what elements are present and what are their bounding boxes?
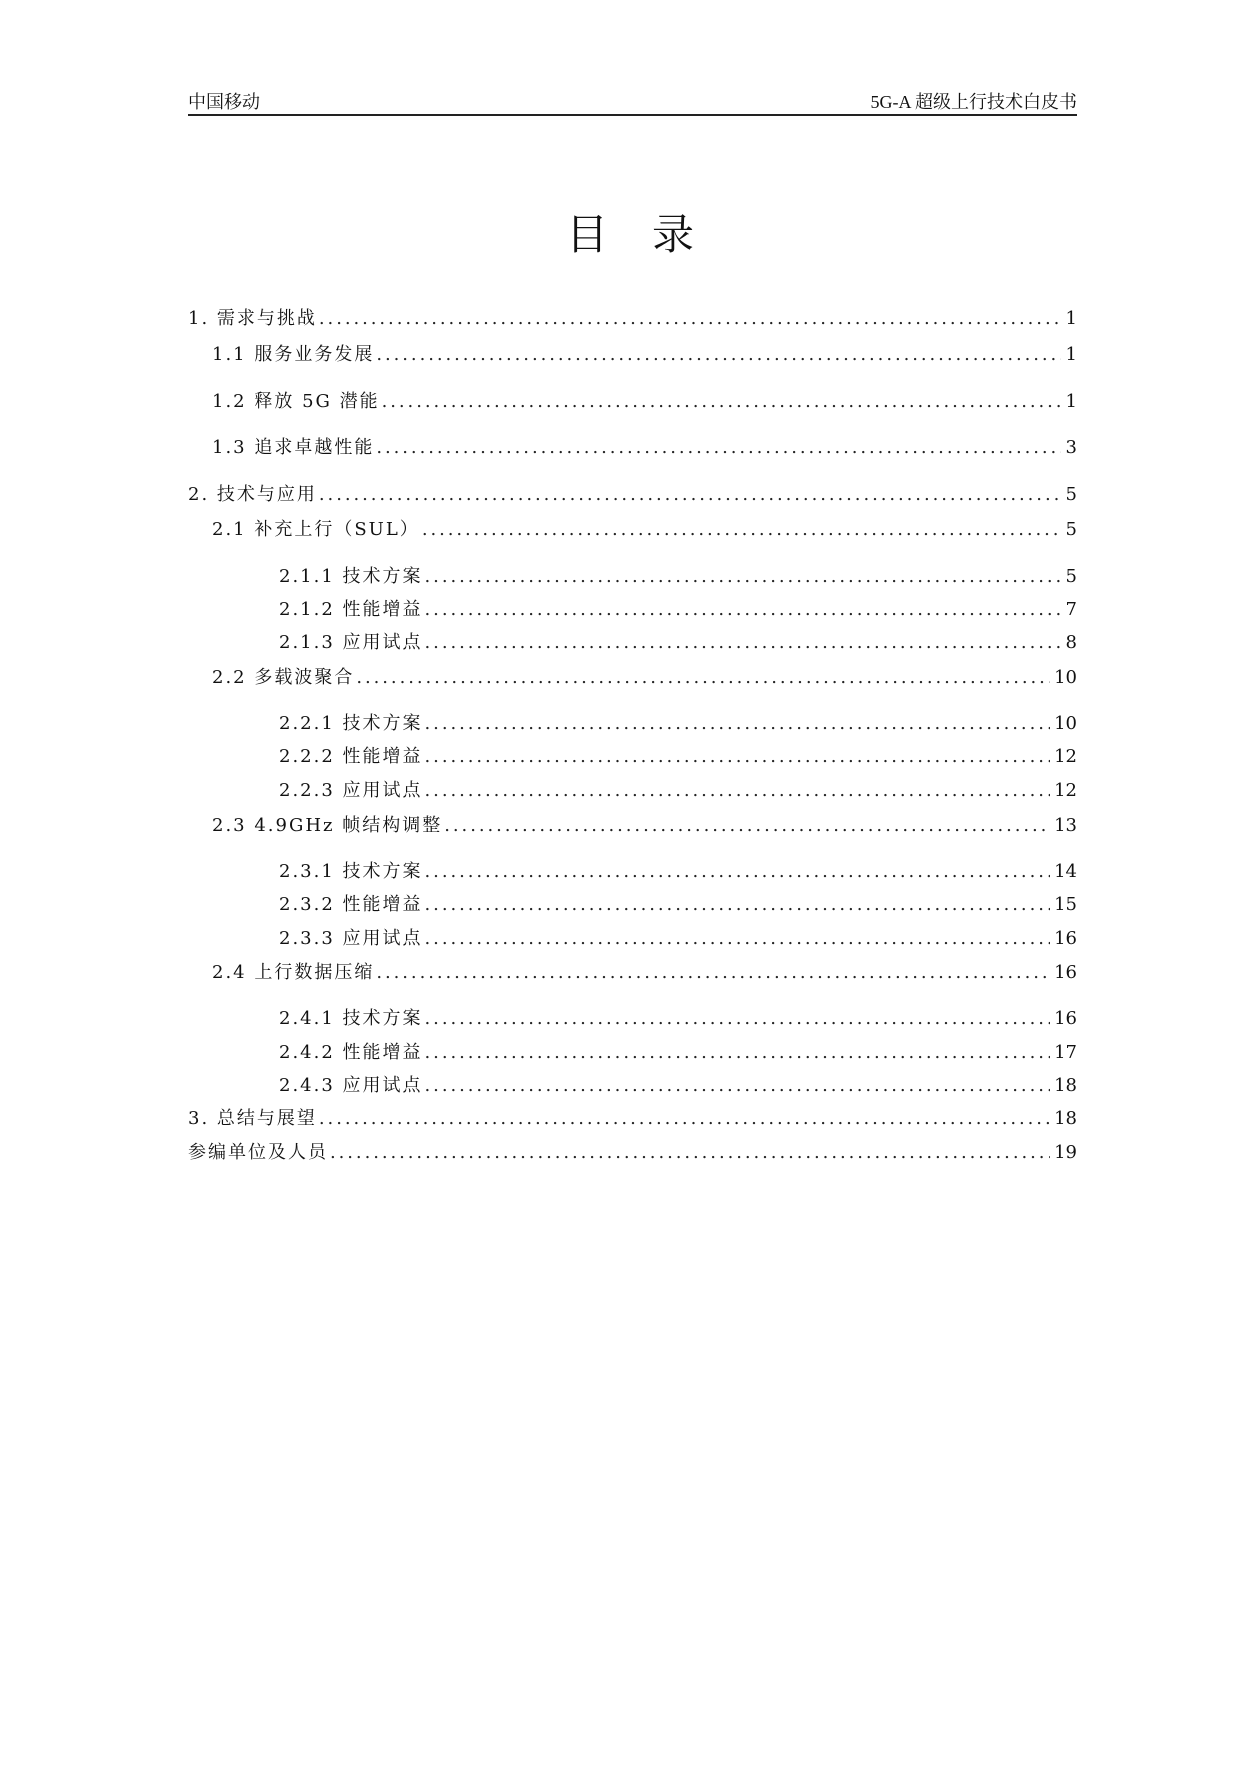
toc-entry-label: 2.2 多载波聚合 — [212, 667, 355, 688]
toc-entry-page: 10 — [1054, 667, 1077, 688]
toc-entry-label: 2.2.2 性能增益 — [279, 746, 423, 767]
toc-entry-page: 12 — [1054, 780, 1077, 801]
toc-entry-page: 13 — [1054, 815, 1077, 836]
toc-entry[interactable] — [212, 391, 1077, 413]
toc-entry[interactable] — [279, 861, 1077, 883]
toc-leader-dots — [319, 1108, 1050, 1130]
toc-leader-dots — [425, 713, 1051, 735]
toc-entry-page: 10 — [1054, 713, 1077, 734]
toc-entry-page: 16 — [1054, 962, 1077, 983]
toc-entry[interactable] — [279, 632, 1077, 654]
toc-leader-dots — [319, 308, 1061, 330]
toc-leader-dots — [425, 894, 1051, 916]
toc-entry-label: 参编单位及人员 — [188, 1142, 328, 1163]
toc-entry-page: 1 — [1065, 344, 1077, 365]
toc-entry[interactable] — [279, 746, 1077, 768]
toc-leader-dots — [356, 667, 1050, 689]
toc-entry-label: 2.1.3 应用试点 — [279, 632, 423, 653]
toc-entry-label: 2.3 4.9GHz 帧结构调整 — [212, 815, 443, 836]
toc-entry[interactable] — [279, 713, 1077, 735]
toc-entry[interactable] — [188, 1108, 1077, 1130]
toc-entry-label: 2.4 上行数据压缩 — [212, 962, 375, 983]
toc-entry[interactable] — [279, 566, 1077, 588]
toc-entry-label: 2.3.3 应用试点 — [279, 928, 423, 949]
toc-entry-label: 1.1 服务业务发展 — [212, 344, 375, 365]
toc-leader-dots — [376, 962, 1050, 984]
toc-entry[interactable] — [279, 599, 1077, 621]
toc-leader-dots — [425, 861, 1051, 883]
toc-entry[interactable] — [279, 928, 1077, 950]
toc-entry-page: 5 — [1065, 519, 1077, 540]
header-document-title: 5G-A 超级上行技术白皮书 — [870, 92, 1077, 112]
toc-entry-page: 1 — [1065, 391, 1077, 412]
toc-leader-dots — [319, 484, 1061, 506]
toc-leader-dots — [425, 1008, 1051, 1030]
header-organization: 中国移动 — [188, 92, 260, 112]
toc-entry-page: 8 — [1065, 632, 1077, 653]
toc-entry-page: 14 — [1054, 861, 1077, 882]
toc-entry-page: 18 — [1054, 1075, 1077, 1096]
toc-entry-page: 12 — [1054, 746, 1077, 767]
toc-leader-dots — [330, 1142, 1050, 1164]
toc-leader-dots — [425, 1075, 1051, 1097]
toc-leader-dots — [444, 815, 1050, 837]
toc-leader-dots — [425, 1042, 1051, 1064]
toc-entry-label: 1.2 释放 5G 潜能 — [212, 391, 380, 412]
toc-entry-label: 2.3.2 性能增益 — [279, 894, 423, 915]
toc-entry-label: 2.2.3 应用试点 — [279, 780, 423, 801]
toc-leader-dots — [376, 344, 1061, 366]
toc-entry-label: 2.2.1 技术方案 — [279, 713, 423, 734]
toc-entry-label: 2.4.3 应用试点 — [279, 1075, 423, 1096]
toc-entry[interactable] — [188, 1142, 1077, 1164]
toc-entry-label: 2.3.1 技术方案 — [279, 861, 423, 882]
toc-entry[interactable] — [212, 344, 1077, 366]
toc-entry-page: 15 — [1054, 894, 1077, 915]
toc-leader-dots — [425, 780, 1051, 802]
toc-leader-dots — [382, 391, 1061, 413]
toc-entry-label: 2.1.1 技术方案 — [279, 566, 423, 587]
toc-entry[interactable] — [212, 437, 1077, 459]
toc-entry[interactable] — [279, 1008, 1077, 1030]
toc-entry[interactable] — [188, 308, 1077, 330]
toc-entry[interactable] — [188, 484, 1077, 506]
toc-entry[interactable] — [212, 815, 1077, 837]
toc-entry-label: 2.1 补充上行（SUL） — [212, 519, 420, 540]
toc-entry-label: 1.3 追求卓越性能 — [212, 437, 375, 458]
toc-entry-label: 2.1.2 性能增益 — [279, 599, 423, 620]
toc-entry-page: 5 — [1065, 566, 1077, 587]
toc-leader-dots — [425, 566, 1061, 588]
toc-leader-dots — [422, 519, 1061, 541]
toc-entry[interactable] — [279, 1075, 1077, 1097]
toc-entry-label: 2. 技术与应用 — [188, 484, 317, 505]
toc-leader-dots — [376, 437, 1061, 459]
toc-entry-page: 18 — [1054, 1108, 1077, 1129]
toc-entry-label: 2.4.2 性能增益 — [279, 1042, 423, 1063]
toc-entry-page: 16 — [1054, 1008, 1077, 1029]
toc-entry-page: 1 — [1065, 308, 1077, 329]
toc-title: 目录 — [565, 210, 738, 259]
toc-entry[interactable] — [212, 962, 1077, 984]
toc-entry[interactable] — [279, 780, 1077, 802]
toc-entry-label: 1. 需求与挑战 — [188, 308, 317, 329]
toc-entry[interactable] — [212, 519, 1077, 541]
toc-entry[interactable] — [279, 1042, 1077, 1064]
toc-leader-dots — [425, 599, 1061, 621]
toc-entry-page: 17 — [1054, 1042, 1077, 1063]
toc-entry-page: 19 — [1054, 1142, 1077, 1163]
toc-leader-dots — [425, 746, 1051, 768]
toc-leader-dots — [425, 632, 1061, 654]
toc-leader-dots — [425, 928, 1051, 950]
toc-entry-page: 5 — [1065, 484, 1077, 505]
toc-entry-page: 3 — [1065, 437, 1077, 458]
toc-entry-label: 2.4.1 技术方案 — [279, 1008, 423, 1029]
toc-entry-label: 3. 总结与展望 — [188, 1108, 317, 1129]
toc-entry-page: 16 — [1054, 928, 1077, 949]
toc-entry-page: 7 — [1065, 599, 1077, 620]
toc-entry[interactable] — [279, 894, 1077, 916]
toc-entry[interactable] — [212, 667, 1077, 689]
